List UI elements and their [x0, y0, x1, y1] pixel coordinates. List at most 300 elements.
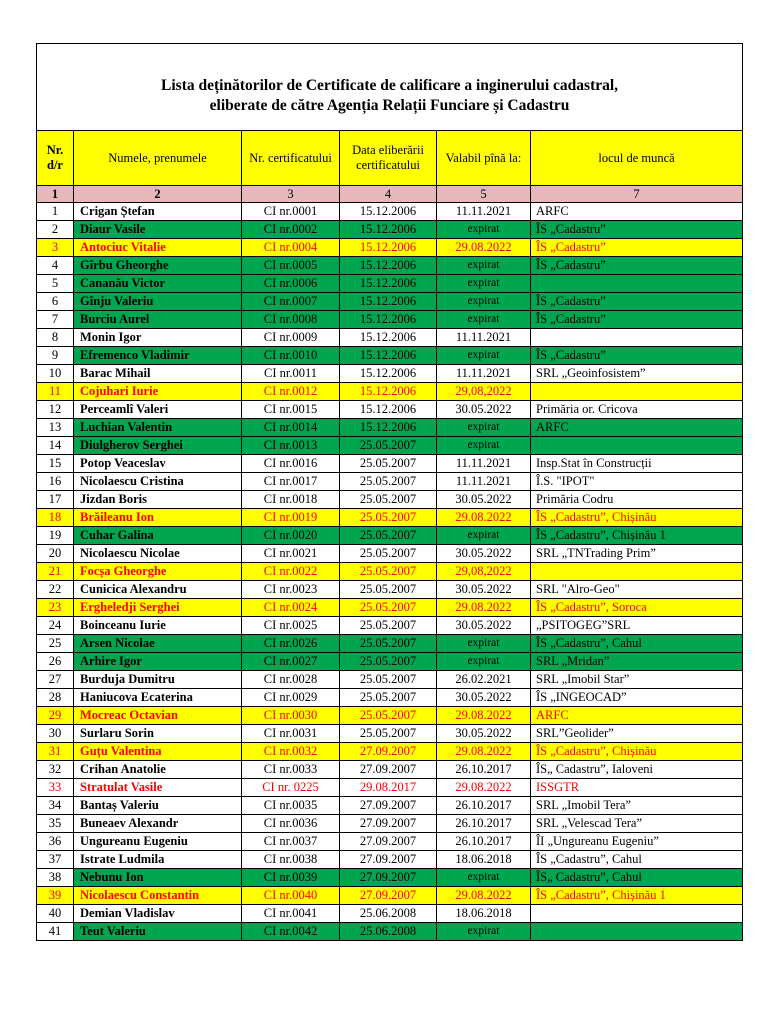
title-row	[37, 44, 743, 131]
valid-until: expirat	[437, 275, 531, 293]
workplace	[531, 437, 743, 455]
workplace: Î.S. "IPOT"	[531, 473, 743, 491]
certificate-number: CI nr.0024	[242, 599, 340, 617]
valid-until: expirat	[437, 437, 531, 455]
row-number: 28	[37, 689, 74, 707]
holder-name: Focșa Gheorghe	[74, 563, 242, 581]
valid-until: expirat	[437, 311, 531, 329]
issue-date: 25.05.2007	[340, 527, 437, 545]
index-cell: 2	[74, 186, 242, 203]
holder-name: Nicolaescu Nicolae	[74, 545, 242, 563]
valid-until: expirat	[437, 923, 531, 941]
issue-date: 15.12.2006	[340, 329, 437, 347]
valid-until: 30.05.2022	[437, 581, 531, 599]
workplace: SRL „Mridan”	[531, 653, 743, 671]
issue-date: 25.05.2007	[340, 725, 437, 743]
valid-until: 26.10.2017	[437, 833, 531, 851]
table-row	[37, 581, 743, 599]
issue-date: 15.12.2006	[340, 365, 437, 383]
issue-date: 27.09.2007	[340, 815, 437, 833]
issue-date: 27.09.2007	[340, 797, 437, 815]
issue-date: 25.06.2008	[340, 905, 437, 923]
row-number: 37	[37, 851, 74, 869]
row-number: 20	[37, 545, 74, 563]
issue-date: 25.05.2007	[340, 437, 437, 455]
row-number: 15	[37, 455, 74, 473]
holder-name: Surlaru Sorin	[74, 725, 242, 743]
table-row	[37, 509, 743, 527]
row-number: 39	[37, 887, 74, 905]
certificate-number: CI nr.0026	[242, 635, 340, 653]
title-line-2: eliberate de către Agenția Relații Funciare și Cadastru	[209, 97, 570, 114]
header-date: Data eliberării certificatului	[340, 131, 437, 186]
workplace: Primăria or. Cricova	[531, 401, 743, 419]
workplace: ÎS „Cadastru”	[531, 257, 743, 275]
holder-name: Nebunu Ion	[74, 869, 242, 887]
workplace: SRL”Geolider”	[531, 725, 743, 743]
certificate-number: CI nr. 0225	[242, 779, 340, 797]
workplace: ÎS „Cadastru”	[531, 311, 743, 329]
issue-date: 15.12.2006	[340, 383, 437, 401]
workplace	[531, 563, 743, 581]
issue-date: 29.08.2017	[340, 779, 437, 797]
workplace: ÎS „Cadastru”, Chișinău 1	[531, 887, 743, 905]
row-number: 13	[37, 419, 74, 437]
table-row	[37, 329, 743, 347]
row-number: 25	[37, 635, 74, 653]
row-number: 24	[37, 617, 74, 635]
index-cell: 7	[531, 186, 743, 203]
holder-name: Cunicica Alexandru	[74, 581, 242, 599]
workplace: ÎI „Ungureanu Eugeniu”	[531, 833, 743, 851]
issue-date: 25.05.2007	[340, 617, 437, 635]
certificate-number: CI nr.0030	[242, 707, 340, 725]
table-row	[37, 671, 743, 689]
valid-until: expirat	[437, 347, 531, 365]
row-number: 14	[37, 437, 74, 455]
workplace: ÎS „Cadastru”, Soroca	[531, 599, 743, 617]
holder-name: Haniucova Ecaterina	[74, 689, 242, 707]
index-cell: 5	[437, 186, 531, 203]
certificate-number: CI nr.0038	[242, 851, 340, 869]
valid-until: 11.11.2021	[437, 365, 531, 383]
table-row	[37, 653, 743, 671]
index-cell: 1	[37, 186, 74, 203]
row-number: 11	[37, 383, 74, 401]
holder-name: Perceamlî Valeri	[74, 401, 242, 419]
issue-date: 25.05.2007	[340, 509, 437, 527]
workplace: Insp.Stat în Construcții	[531, 455, 743, 473]
table-row	[37, 617, 743, 635]
certificate-number: CI nr.0035	[242, 797, 340, 815]
holder-name: Nicolaescu Constantin	[74, 887, 242, 905]
issue-date: 15.12.2006	[340, 293, 437, 311]
issue-date: 25.05.2007	[340, 599, 437, 617]
valid-until: 29,08,2022	[437, 383, 531, 401]
table-row	[37, 383, 743, 401]
table-row	[37, 221, 743, 239]
certificate-number: CI nr.0018	[242, 491, 340, 509]
workplace: ÎS„ Cadastru”, Ialoveni	[531, 761, 743, 779]
column-index-row	[37, 186, 743, 203]
certificate-number: CI nr.0029	[242, 689, 340, 707]
valid-until: 26.10.2017	[437, 797, 531, 815]
index-cell: 3	[242, 186, 340, 203]
issue-date: 15.12.2006	[340, 347, 437, 365]
header-nr: Nr. d/r	[37, 131, 74, 186]
row-number: 4	[37, 257, 74, 275]
table-row	[37, 833, 743, 851]
issue-date: 25.05.2007	[340, 671, 437, 689]
workplace: SRL „Geoinfosistem”	[531, 365, 743, 383]
certificate-number: CI nr.0016	[242, 455, 340, 473]
table-row	[37, 311, 743, 329]
table-row	[37, 725, 743, 743]
header-row	[37, 131, 743, 186]
valid-until: 11.11.2021	[437, 473, 531, 491]
issue-date: 25.05.2007	[340, 635, 437, 653]
table-row	[37, 203, 743, 221]
table-row	[37, 905, 743, 923]
table-row	[37, 599, 743, 617]
valid-until: 29.08.2022	[437, 743, 531, 761]
issue-date: 25.05.2007	[340, 581, 437, 599]
holder-name: Cananău Victor	[74, 275, 242, 293]
holder-name: Arhire Igor	[74, 653, 242, 671]
table-row	[37, 257, 743, 275]
workplace: Primăria Codru	[531, 491, 743, 509]
valid-until: 11.11.2021	[437, 203, 531, 221]
valid-until: 11.11.2021	[437, 329, 531, 347]
certificate-number: CI nr.0013	[242, 437, 340, 455]
row-number: 36	[37, 833, 74, 851]
holder-name: Istrate Ludmila	[74, 851, 242, 869]
page-title	[37, 44, 743, 131]
certificate-number: CI nr.0040	[242, 887, 340, 905]
certificate-number: CI nr.0009	[242, 329, 340, 347]
holder-name: Crigan Ștefan	[74, 203, 242, 221]
issue-date: 25.05.2007	[340, 491, 437, 509]
workplace: ÎS„ Cadastru”, Cahul	[531, 869, 743, 887]
valid-until: 29.08.2022	[437, 599, 531, 617]
issue-date: 25.05.2007	[340, 455, 437, 473]
certificate-holders-table	[36, 43, 743, 941]
valid-until: 29.08.2022	[437, 509, 531, 527]
valid-until: 29.08.2022	[437, 779, 531, 797]
issue-date: 25.05.2007	[340, 707, 437, 725]
valid-until: 30.05.2022	[437, 491, 531, 509]
holder-name: Ergheledji Serghei	[74, 599, 242, 617]
valid-until: 29,08,2022	[437, 563, 531, 581]
row-number: 40	[37, 905, 74, 923]
holder-name: Gînju Valeriu	[74, 293, 242, 311]
holder-name: Gîrbu Gheorghe	[74, 257, 242, 275]
row-number: 30	[37, 725, 74, 743]
workplace: SRL "Alro-Geo"	[531, 581, 743, 599]
workplace	[531, 905, 743, 923]
certificate-number: CI nr.0033	[242, 761, 340, 779]
holder-name: Demian Vladislav	[74, 905, 242, 923]
valid-until: 26.10.2017	[437, 761, 531, 779]
issue-date: 25.05.2007	[340, 653, 437, 671]
row-number: 23	[37, 599, 74, 617]
row-number: 9	[37, 347, 74, 365]
table-row	[37, 527, 743, 545]
workplace: SRL „Imobil Tera”	[531, 797, 743, 815]
valid-until: 29.08.2022	[437, 239, 531, 257]
workplace: SRL „Imobil Star”	[531, 671, 743, 689]
issue-date: 15.12.2006	[340, 203, 437, 221]
holder-name: Mocreac Octavian	[74, 707, 242, 725]
holder-name: Stratulat Vasile	[74, 779, 242, 797]
workplace	[531, 329, 743, 347]
certificate-number: CI nr.0005	[242, 257, 340, 275]
holder-name: Burciu Aurel	[74, 311, 242, 329]
valid-until: 30.05.2022	[437, 725, 531, 743]
table-row	[37, 365, 743, 383]
table-row	[37, 923, 743, 941]
issue-date: 15.12.2006	[340, 401, 437, 419]
workplace: ÎS „Cadastru”, Cahul	[531, 635, 743, 653]
table-row	[37, 455, 743, 473]
holder-name: Guțu Valentina	[74, 743, 242, 761]
row-number: 33	[37, 779, 74, 797]
certificate-number: CI nr.0028	[242, 671, 340, 689]
header-cert: Nr. certificatului	[242, 131, 340, 186]
table-row	[37, 887, 743, 905]
table-row	[37, 239, 743, 257]
row-number: 22	[37, 581, 74, 599]
row-number: 38	[37, 869, 74, 887]
holder-name: Burduja Dumitru	[74, 671, 242, 689]
valid-until: 26.02.2021	[437, 671, 531, 689]
holder-name: Boinceanu Iurie	[74, 617, 242, 635]
workplace: ÎS „Cadastru”, Chișinău	[531, 509, 743, 527]
row-number: 32	[37, 761, 74, 779]
issue-date: 27.09.2007	[340, 869, 437, 887]
certificate-number: CI nr.0025	[242, 617, 340, 635]
certificate-number: CI nr.0036	[242, 815, 340, 833]
workplace: SRL „Velescad Tera”	[531, 815, 743, 833]
holder-name: Cuhar Galina	[74, 527, 242, 545]
row-number: 8	[37, 329, 74, 347]
valid-until: 29.08.2022	[437, 887, 531, 905]
workplace: ÎS „Cadastru”	[531, 221, 743, 239]
index-cell: 4	[340, 186, 437, 203]
valid-until: expirat	[437, 635, 531, 653]
issue-date: 15.12.2006	[340, 239, 437, 257]
holder-name: Brăileanu Ion	[74, 509, 242, 527]
row-number: 21	[37, 563, 74, 581]
row-number: 35	[37, 815, 74, 833]
certificate-number: CI nr.0002	[242, 221, 340, 239]
holder-name: Luchian Valentin	[74, 419, 242, 437]
workplace: ARFC	[531, 203, 743, 221]
row-number: 7	[37, 311, 74, 329]
issue-date: 15.12.2006	[340, 275, 437, 293]
certificate-number: CI nr.0006	[242, 275, 340, 293]
certificate-number: CI nr.0011	[242, 365, 340, 383]
issue-date: 25.05.2007	[340, 689, 437, 707]
issue-date: 25.06.2008	[340, 923, 437, 941]
table-row	[37, 743, 743, 761]
valid-until: 18.06.2018	[437, 905, 531, 923]
row-number: 5	[37, 275, 74, 293]
table-row	[37, 275, 743, 293]
row-number: 17	[37, 491, 74, 509]
certificate-number: CI nr.0015	[242, 401, 340, 419]
row-number: 10	[37, 365, 74, 383]
holder-name: Monin Igor	[74, 329, 242, 347]
table-row	[37, 635, 743, 653]
header-valid: Valabil pînă la:	[437, 131, 531, 186]
row-number: 31	[37, 743, 74, 761]
certificate-number: CI nr.0020	[242, 527, 340, 545]
title-line-1: Lista deținătorilor de Certificate de calificare a inginerului cadastral,	[161, 77, 619, 94]
holder-name: Ungureanu Eugeniu	[74, 833, 242, 851]
issue-date: 27.09.2007	[340, 851, 437, 869]
workplace: ARFC	[531, 707, 743, 725]
workplace: SRL „TNTrading Prim”	[531, 545, 743, 563]
issue-date: 27.09.2007	[340, 833, 437, 851]
row-number: 26	[37, 653, 74, 671]
workplace: ÎS „Cadastru”	[531, 293, 743, 311]
valid-until: expirat	[437, 293, 531, 311]
header-name: Numele, prenumele	[74, 131, 242, 186]
workplace: ISSGTR	[531, 779, 743, 797]
valid-until: 30.05.2022	[437, 401, 531, 419]
valid-until: 29.08.2022	[437, 707, 531, 725]
row-number: 3	[37, 239, 74, 257]
certificate-number: CI nr.0032	[242, 743, 340, 761]
workplace	[531, 275, 743, 293]
valid-until: 11.11.2021	[437, 455, 531, 473]
workplace: ÎS „Cadastru”, Chișinău	[531, 743, 743, 761]
holder-name: Arsen Nicolae	[74, 635, 242, 653]
row-number: 1	[37, 203, 74, 221]
valid-until: 30.05.2022	[437, 545, 531, 563]
certificate-number: CI nr.0027	[242, 653, 340, 671]
row-number: 2	[37, 221, 74, 239]
certificate-number: CI nr.0001	[242, 203, 340, 221]
table-row	[37, 815, 743, 833]
certificate-number: CI nr.0039	[242, 869, 340, 887]
workplace	[531, 383, 743, 401]
workplace: ÎS „Cadastru”	[531, 347, 743, 365]
holder-name: Teut Valeriu	[74, 923, 242, 941]
row-number: 12	[37, 401, 74, 419]
row-number: 19	[37, 527, 74, 545]
row-number: 34	[37, 797, 74, 815]
certificate-number: CI nr.0017	[242, 473, 340, 491]
valid-until: expirat	[437, 221, 531, 239]
row-number: 41	[37, 923, 74, 941]
valid-until: expirat	[437, 653, 531, 671]
holder-name: Efremenco Vladimir	[74, 347, 242, 365]
workplace: ARFC	[531, 419, 743, 437]
certificate-number: CI nr.0007	[242, 293, 340, 311]
issue-date: 27.09.2007	[340, 887, 437, 905]
holder-name: Barac Mihail	[74, 365, 242, 383]
table-row	[37, 851, 743, 869]
table-row	[37, 689, 743, 707]
holder-name: Diulgherov Serghei	[74, 437, 242, 455]
row-number: 6	[37, 293, 74, 311]
certificate-number: CI nr.0042	[242, 923, 340, 941]
valid-until: 30.05.2022	[437, 689, 531, 707]
table-row	[37, 293, 743, 311]
valid-until: 30.05.2022	[437, 617, 531, 635]
table-row	[37, 761, 743, 779]
workplace: ÎS „Cadastru”, Chișinău 1	[531, 527, 743, 545]
table-row	[37, 347, 743, 365]
holder-name: Buneaev Alexandr	[74, 815, 242, 833]
valid-until: expirat	[437, 869, 531, 887]
certificate-number: CI nr.0023	[242, 581, 340, 599]
certificate-number: CI nr.0014	[242, 419, 340, 437]
issue-date: 25.05.2007	[340, 563, 437, 581]
issue-date: 27.09.2007	[340, 743, 437, 761]
workplace	[531, 923, 743, 941]
issue-date: 27.09.2007	[340, 761, 437, 779]
issue-date: 15.12.2006	[340, 419, 437, 437]
holder-name: Bantaș Valeriu	[74, 797, 242, 815]
holder-name: Nicolaescu Cristina	[74, 473, 242, 491]
certificate-number: CI nr.0010	[242, 347, 340, 365]
table-row	[37, 707, 743, 725]
table-row	[37, 779, 743, 797]
certificate-number: CI nr.0008	[242, 311, 340, 329]
row-number: 18	[37, 509, 74, 527]
header-work: locul de muncă	[531, 131, 743, 186]
certificate-number: CI nr.0031	[242, 725, 340, 743]
holder-name: Crihan Anatolie	[74, 761, 242, 779]
certificate-number: CI nr.0037	[242, 833, 340, 851]
valid-until: expirat	[437, 527, 531, 545]
certificate-holders-document	[36, 43, 742, 941]
table-row	[37, 419, 743, 437]
issue-date: 15.12.2006	[340, 257, 437, 275]
table-row	[37, 797, 743, 815]
certificate-number: CI nr.0041	[242, 905, 340, 923]
holder-name: Jizdan Boris	[74, 491, 242, 509]
workplace: ÎS „INGEOCAD”	[531, 689, 743, 707]
holder-name: Antociuc Vitalie	[74, 239, 242, 257]
table-row	[37, 545, 743, 563]
certificate-number: CI nr.0004	[242, 239, 340, 257]
valid-until: 18.06.2018	[437, 851, 531, 869]
table-row	[37, 437, 743, 455]
issue-date: 15.12.2006	[340, 311, 437, 329]
valid-until: expirat	[437, 419, 531, 437]
holder-name: Diaur Vasile	[74, 221, 242, 239]
row-number: 29	[37, 707, 74, 725]
certificate-number: CI nr.0022	[242, 563, 340, 581]
certificate-number: CI nr.0019	[242, 509, 340, 527]
certificate-number: CI nr.0012	[242, 383, 340, 401]
table-row	[37, 473, 743, 491]
row-number: 27	[37, 671, 74, 689]
workplace: ÎS „Cadastru”, Cahul	[531, 851, 743, 869]
certificate-number: CI nr.0021	[242, 545, 340, 563]
table-row	[37, 869, 743, 887]
issue-date: 25.05.2007	[340, 545, 437, 563]
table-row	[37, 401, 743, 419]
valid-until: expirat	[437, 257, 531, 275]
row-number: 16	[37, 473, 74, 491]
issue-date: 15.12.2006	[340, 221, 437, 239]
holder-name: Potop Veaceslav	[74, 455, 242, 473]
